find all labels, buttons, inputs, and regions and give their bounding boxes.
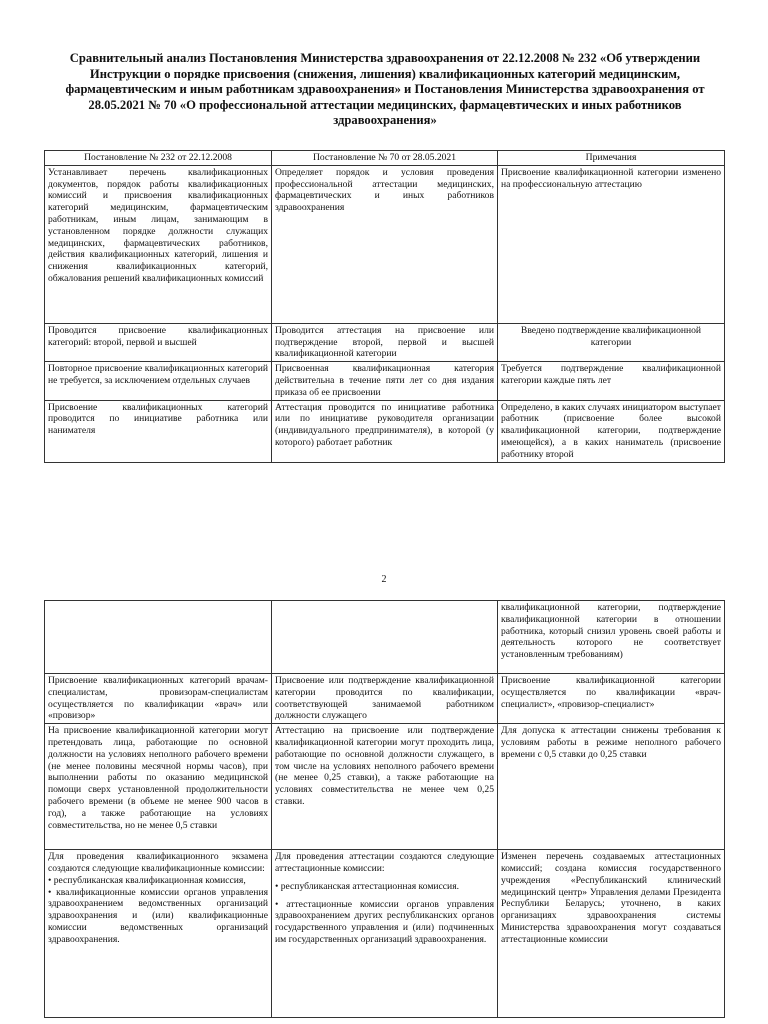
cell-old: Устанавливает перечень квалификационных документов, порядок работы квалификационных комиссий и присвоения квалификационных категорий медицинским, фармацевтическим работникам, иным лицам, занимающим в установленном порядке должности служащих медицинских, фармацевтических работников, действия квалификационных категорий, лишения и снижения квалификационных категорий, обжалования решений квалификационных комиссий: [45, 165, 272, 323]
cell-new: Присвоение или подтверждение квалификационной категории проводится по квалификации, соответствующей занимаемой работником должности служащего: [272, 674, 498, 724]
cell-new: Присвоенная квалификационная категория действительна в течение пяти лет со дня издания приказа об ее присвоении: [272, 362, 498, 400]
cell-old: Повторное присвоение квалификационных категорий не требуется, за исключением отдельных случаев: [45, 362, 272, 400]
cell-old: Присвоение квалификационных категорий проводится по инициативе работника или нанимателя: [45, 400, 272, 462]
header-resolution-70: Постановление № 70 от 28.05.2021: [272, 151, 498, 166]
cell-old: На присвоение квалификационной категории могут претендовать лица, работающие по основной должности на условиях неполного рабочего времени (не менее половины месячной нормы часов), при выполнении работы по оказанию медицинской помощи сверх установленной продолжительности рабочего времени (в объеме не менее 900 часов в год), а также работающие на условиях совместительства, но не менее 0,5 ставки: [45, 724, 272, 850]
cell-note: Требуется подтверждение квалификационной категории каждые пять лет: [498, 362, 725, 400]
cell-note: Присвоение квалификационной категории осуществляется по квалификации «врач-специалист», «провизор-специалист»: [498, 674, 725, 724]
cell-note: Определено, в каких случаях инициатором выступает работник (присвоение более высокой квалификационной категории, подтверждение имеющейся), а в каких наниматель (присвоение работнику второй: [498, 400, 725, 462]
commission-item: • квалификационные комиссии органов управления здравоохранением ведомственных организаций здравоохранения и (или) квалификационные комиссии ведомственных организаций здравоохранения.: [48, 886, 268, 945]
commission-intro: Для проведения квалификационного экзамена создаются следующие квалификационные комиссии:: [48, 851, 268, 874]
cell-new: [272, 850, 498, 1018]
cell-old: Присвоение квалификационных категорий врачам-специалистам, провизорам-специалистам осуществляется по квалификации «врач» или «провизор»: [45, 674, 272, 724]
commission-intro: Для проведения аттестации создаются следующие аттестационные комиссии:: [275, 851, 494, 874]
cell-old: [45, 850, 272, 1018]
table-row: [45, 165, 725, 323]
header-resolution-232: Постановление № 232 от 22.12.2008: [45, 151, 272, 166]
cell-old: Проводится присвоение квалификационных категорий: второй, первой и высшей: [45, 323, 272, 361]
cell-old: [45, 601, 272, 674]
cell-note: Введено подтверждение квалификационной категории: [498, 323, 725, 361]
cell-new: Определяет порядок и условия проведения профессиональной аттестации медицинских, фармацевтических и иных работников здравоохранения: [272, 165, 498, 323]
cell-note: Для допуска к аттестации снижены требования к условиям работы в режиме неполного рабочего времени с 0,5 ставки до 0,25 ставки: [498, 724, 725, 850]
table-row: [45, 850, 725, 1018]
cell-note: Изменен перечень создаваемых аттестационных комиссий; создана комиссия государственного учреждения «Республиканский клинический медицинский центр» Управления делами Президента Республики Беларусь; уточнено, в каких организациях здравоохранения системы Министерства здравоохранения могут создаваться аттестационные комиссии: [498, 850, 725, 1018]
table-row: [45, 674, 725, 724]
table-row: [45, 362, 725, 400]
table-row: [45, 400, 725, 462]
header-notes: Примечания: [498, 151, 725, 166]
table-row: [45, 323, 725, 361]
commission-item: • республиканская аттестационная комиссия.: [275, 880, 460, 892]
comparison-table-page2: [44, 600, 725, 1018]
cell-note: квалификационной категории, подтверждение квалификационной категории в отношении работника, который снизил уровень своей работы и деятельность которого не соответствует установленным требованиям): [498, 601, 725, 674]
comparison-table-page1: [44, 150, 725, 463]
cell-new: Аттестацию на присвоение или подтверждение квалификационной категории могут проходить лица, работающие по основной должности служащего, в том числе на условиях неполного рабочего времени (не менее 0,25 ставки), а также работающие на условиях совместительства не менее чем 0,25 ставки.: [272, 724, 498, 850]
cell-new: [272, 601, 498, 674]
table-row: [45, 601, 725, 674]
table-header-row: [45, 151, 725, 166]
commission-item: • республиканская квалификационная комиссия,: [48, 874, 246, 886]
page-number: 2: [381, 574, 387, 585]
table-row: [45, 724, 725, 850]
cell-new: Аттестация проводится по инициативе работника или по инициативе руководителя организации (индивидуального предпринимателя), в которой (у которого) работает работник: [272, 400, 498, 462]
document-title: Сравнительный анализ Постановления Министерства здравоохранения от 22.12.2008 № 232 «Об утверждении Инструкции о порядке присвоения (снижения, лишения) квалификационных категорий медицинским, фармацевтическим и иным работникам здравоохранения» и Постановления Министерства здравоохранения от 28.05.2021 № 70 «О профессиональной аттестации медицинских, фармацевтических и иных работников здравоохранения»: [65, 51, 705, 127]
cell-note: Присвоение квалификационной категории изменено на профессиональную аттестацию: [498, 165, 725, 323]
cell-new: Проводится аттестация на присвоение или подтверждение второй, первой и высшей квалификационной категории: [272, 323, 498, 361]
commission-item: • аттестационные комиссии органов управления здравоохранением других республиканских органов государственного управления и (или) подчиненных им государственных организаций здравоохранения.: [275, 898, 494, 945]
